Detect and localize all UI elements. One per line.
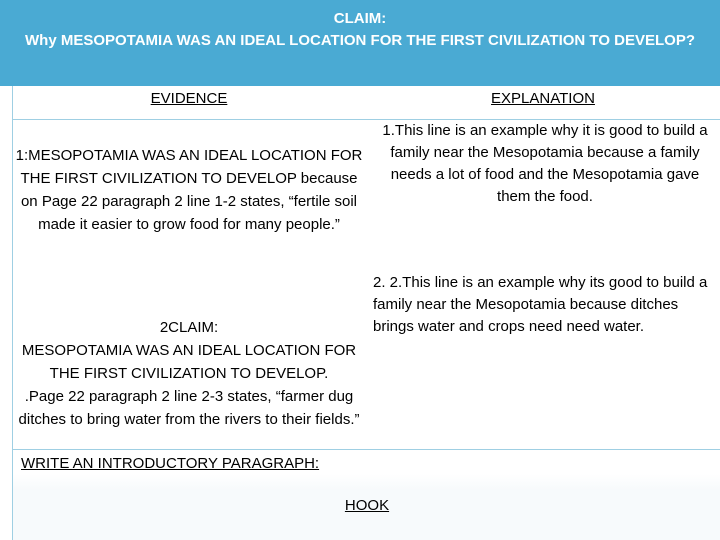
evidence-item-1: 1:MESOPOTAMIA WAS AN IDEAL LOCATION FOR THE FIRST CIVILIZATION TO DEVELOP because on Page 22 paragraph 2 line 1-2 states, “fertile soil made it easier to grow food for many people.” [15,147,363,233]
claim-question: Why MESOPOTAMIA WAS AN IDEAL LOCATION FOR THE FIRST CIVILIZATION TO DEVELOP? [25,32,695,49]
explanation-item-2: 2. 2.This line is an example why its good to build a family near the Mesopotamia because ditches brings water and crops need need water. [373,274,708,335]
claim-label: CLAIM: [333,10,387,27]
evidence-2-quote: .Page 22 paragraph 2 line 2-3 states, “farmer dug ditches to bring water from the rivers to their fields.” [18,388,360,428]
claim-header [0,0,720,86]
evidence-explanation-row [12,120,720,450]
evidence-2-label: 2CLAIM: [159,319,219,336]
evidence-2-claim: MESOPOTAMIA WAS AN IDEAL LOCATION FOR THE FIRST CIVILIZATION TO DEVELOP. [21,342,357,382]
intro-paragraph-label: WRITE AN INTRODUCTORY PARAGRAPH: [21,455,320,472]
hook-label: HOOK [344,497,390,514]
explanation-item-1: 1.This line is an example why it is good to build a family near the Mesopotamia because a family needs a lot of food and the Mesopotamia gave them the food. [382,122,708,205]
explanation-column-header: EXPLANATION [491,90,595,107]
evidence-column-header: EVIDENCE [150,90,228,107]
introductory-paragraph-section [12,450,720,540]
evidence-item-2 [13,316,365,431]
column-header-row [12,86,720,120]
